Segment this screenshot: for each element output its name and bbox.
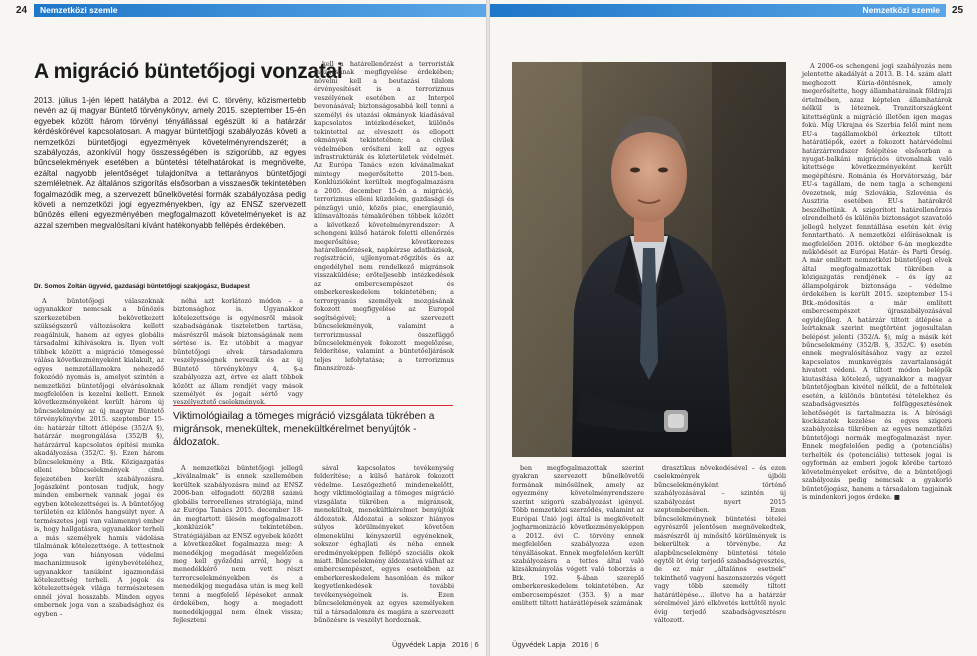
footer-issue: 6 [594, 640, 599, 649]
footer-right: Ügyvédek Lapja 2016 | 6 [512, 640, 599, 649]
footer-journal: Ügyvédek Lapja [512, 640, 566, 649]
column-text: ben megfogalmazottak szerint gyakran szervezett bűnelkövetői formának minősülnek, amely az egyezmény követelményrendszere szerint szigorú szabályozást igényel. Több nemzetközi szerződés, valamint az Európai Unió jogi által is megkövetelt jogharmonizáció következményeképpen a 2012. évi C. törvény ennek megfelelően szabályozza ezen tényállásokat. Ennek megfelelően került szabályozásra a tettes által való kizsákmányolás végett való toborzás a Btk. 192. §-ában szereplő emberkereskedelem tekintetében. Az embercsempészet (353. §) a mar említett tiltott határátlépések számának [512, 464, 644, 608]
pull-quote: Viktimológiailag a tömeges migráció vizsgálata tükrében a migránsok, menekültek, menekültkérelmet benyújtók - áldozatok. [173, 405, 453, 449]
column-text: A büntetőjogi válaszoknak ugyanakkor nemcsak a bűnözés szerkezetében bekövetkezett szükségszerű változásokra kellett reagálniuk, hanem az egyes globális társadalmi kihívásokra is. Ilyen volt többek között a migráció tömegessé válása következményeként kialakult, az egyes nemzetállamokra nehezedő fokozódó nyomás is, amelyet szintén a nemzetközi büntetőjogi elvárásoknak megfelelően is kezelni kellett. Ennek következményeként került három új bűncselekmény az új magyar Büntető törvénykönyvbe 2015. szeptember 15-én: határzár tiltott átlépése (352/A §), határzár megrongálása (352/B §), határzárral kapcsolatos építési munka akadályozása (352/C. §). Ezen három bűncselekmény a Btk. Közigazgatás elleni bűncselekmények című fejezetében került szabályozásra. Jogászként pontosan tudjuk, hogy minden embernek vannak jogai és egyben kötelezettségei is. A büntetőjog területén ez különös hangsúlyt nyer. A természetes jogi van valamennyi ember is, hogy hallgatásra, ugyanakkor terheli a más személyek hamis vádolása tilalmának kötelezettsége. A tettestnek joga van hiányosan védelmi machanizmusok igénybevételéhez, ugyanakkor tanúként igazmondási kötelezettség terheli. A jogok és kötelezettségek világa természetesen ennél jóval hosszabb. Minden egyes embernek joga van a szabadsághoz és egyben – [34, 297, 164, 618]
column-left-b [173, 297, 303, 407]
article-lead: 2013. július 1-jén lépett hatályba a 2012. évi C. törvény, közismertebb nevén az új magyar Büntető törvénykönyv, amely 2015. szeptember 15-én egyebek között három törvényi tényállással egészült ki a határzár kérdéskörével kapcsolatosan. A magyar büntetőjogi szabályozás követi a nemzetközi büntetőjogi egyezmények követelményrendszerét; a szabályozás, azonkívül hogy összességében is szigorúbb, az egyes bűncselekmények esetében a büntetési tételhatárokat is megnövelte, ezáltal nagyobb jelentőséget tulajdonítva a tettarányos büntetőjogi szemléletnek. Az általános szigorítás elsősorban a visszaesők tekintetében fogalmazódik meg, a szervezett bűnelkövetési formák szabályozása pedig követi a nemzetközi jogi egyezményekben, így az ENSZ szervezett bűnözés elleni egyezményében megfogalmazott követelményeket is az azzal szemben megvalósítani kívánt hatékonyabb fellépés érdekében. [34, 96, 306, 230]
footer-left: Ügyvédek Lapja 2016 | 6 [392, 640, 479, 649]
column-right-a [512, 464, 644, 636]
column-text: A nemzetközi büntetőjogi jellegű „kiválnalmak” is ennek szellemében kerültek szabályozásra mind az ENSZ 2006-ban elfogadott 60/288 számú globális terrorellenes stratégiája, mind az Európa Tanács 2015. december 18-án megtartott ülésén megfogalmazott „konklúziók” tekintetében. Stratégiájában az ENSZ egyebek között a következőket fogalmazza meg: A menedékjog megadását megelőzően meg kell győződni arról, hogy a menedékkérő nem vett részt terrorcselekményekben és a menedékjog megadása után is meg kell tenni a megfelelő lépéseket annak érdekében, hogy a megadott menedékjoggal nem élnek vissza; fejleszteni [173, 464, 303, 625]
column-text: drasztikus növekedésével – és ezen cselekmények újbóli bűncselekményként történő szabályozásával – szintén új szabályozást nyert 2015 szeptemberében. Ezen bűncselekménynek büntetési tételei egyrészről jelentősen megnövekedtek, másrészről új minősítő körülmények is bekerültek a törvénybe. Az alapbűncselekmény büntetési tétele egytől öt évig terjedő szabadságvesztés, de ez már „általános esetnek” tekinthető vagyoni haszonszerzés végett vagy több személy tiltott határátlépése... illetve ha a határzár sérelmével járó elkövetés kettőtől nyolc évig terjedő szabadságvesztésre változott. [654, 464, 786, 625]
section-header-left: Nemzetközi szemle [34, 4, 486, 17]
article-title: A migráció büntetőjogi vonzatai [34, 60, 343, 83]
column-right-c [802, 62, 952, 636]
portrait-photo-illustration [512, 62, 786, 457]
right-page [490, 0, 977, 656]
column-left-e [314, 464, 454, 636]
column-text: A 2006-os schengeni jogi szabályozás nem jelentette akadályát a 2013. B. 14. szám alatt meghozott Kúria-döntésnek, amely megerősítette, hogy államhatárainak földrajzi értelmében, azaz képtelen államhatárok nélkül is léteznek. Tranzitországként kitettségünk a migráció illetően igen magas fokú. Míg Ukrajna és Szerbia felől mint nem EU-s tagállamokból érkeztek tiltott határátlépők, ezért a fokozott határvédelmi határzárrendszer felépítése elsősorban a nyugat-balkáni migrációs útvonalnak való kitettsége következményeként került megépítésre. Románia és Horvátország, bár EU-s tagállam, de nem tagja a schengeni övezetnek, míg Szlovákia, Szlovénia és Ausztria esetében EU-s határokról beszélhetünk. A szigorított határellenőrzés elrendelhető és különös biztonságot szavatoló jellegű helyzet fenntállása esetén két évig fenntartható. A nemzetközi előírásoknak is megfelelően 2016. október 6-án megkezdte működését az Európai Határ- és Parti Őrség. A már említett nemzetközi büntetőjogi elvek által megfogalmazottak tükrében a közigazgatás rendjének – és így az állampolgárok biztonsága – védelme érdekében is került 2015. szeptember 15-i Btk.-módosítás a már említett embercsempészet újraszabályozásával egyidejűleg. A határzár tiltott átlépése a leírtaknak szerint megtörtént jogosultalan belépést jelenti (352/A. §), míg a másik két bűncselekmény (352/B. §, 352/C. §) esetén ennek megvalósításához vagy az ezzel kapcsolatos munkavégzés zavartalanságát hivatott védeni. A tiltott módon belépők kiutasítása kötelező, ugyanakkor a magyar büntetőjogban kivétel nélkül, de a feltételek esetén, a különös büntetési tételekhez és szabadságvesztés felfüggesztésének lehetőségét is tartalmazza is. A bírósági kockázatok kezelése és egyes szigorú szabályozása tükrében az egyes nemzetközi büntetőjogi normák megfogalmazást nyer. Ennek megfelelően pedig a (potenciális) terhelték és (potenciális) tettesek jogai is egyformán az emberi jogok körébe tartozó követelményeket erősítve, de a büntetőjogi szabályozás pedig nemcsak a gyakorló büntetőjogász, hanem a társadalom tagjainak is mindenkori jogos érdeke. ■ [802, 62, 952, 502]
portrait-photo [512, 62, 786, 457]
right-page-number: 25 [952, 5, 964, 16]
article-byline: Dr. Somos Zoltán ügyvéd, gazdasági büntetőjogi szakjogász, Budapest [34, 283, 250, 290]
footer-issue: 6 [474, 640, 479, 649]
section-header-right: Nemzetközi szemle [490, 4, 946, 17]
column-text: sával kapcsolatos tevékenység felderítése; a külső határok fokozott védelme. Leszögezhető mindenekelőtt, hogy viktimológiailag a tömeges migráció vizsgálata tükrében a migránsok, menekültek, menekültkérelmet benyújtók áldozatok. Áldozatai a sokszor hiányos súlyos körülményeket követően elmenekülni kényszerül egyéneknek, sokszor éghajlati és néha ennek eredményeképpen fellépő szociális okok miatt. Bűncselekmény áldozatává válhat az embercsempészet, egyes esetekben az emberkereskedelem hasonlóan és mikor kegyetlenkedések további tevékenységeinek is. Ezen bűncselekmények az egyes személyeken túl a társadalomra és magára a szervezett bűnözésre is veszélyt hordoznak. [314, 464, 454, 625]
footer-year: 2016 [451, 640, 469, 649]
column-right-b [654, 464, 786, 636]
footer-journal: Ügyvédek Lapja [392, 640, 446, 649]
column-left-d [314, 60, 454, 400]
column-left-c [173, 464, 303, 636]
column-text: néha azt korlátozó módon – a biztonsághoz is. Ugyanakkor kötelezettsége is egyénesről mások szabadságának tiszteletben tartása, másrészről mások biztonságának nem sértése is. Ez utóbbit a magyar büntetőjogi elvek társadalomra veszélyességnek nevezik és az új Büntető törvénykönyv 4. §-a szabályozza azt, értve ez alatt többek között az állam rendjét vagy mások személyét és jogait sértő vagy veszélyeztető cselekmények. [173, 297, 303, 407]
left-page [0, 0, 486, 656]
left-page-number: 24 [16, 5, 28, 16]
footer-year: 2016 [571, 640, 589, 649]
column-left-a [34, 297, 164, 637]
column-text: kell a határellenőrzést a terroristák mozgásának megfigyelése érdekében; növelni kell a beutazási tilalom érvényesítését is a terrorizmus veszélyének esetében az Interpol bevonásával; biztonságosabbá kell tenni a személyi és utazási okmányok kiadásával kapcsolatos intézkedéseket, különös tekintettel az elveszett és ellopott okmányok tekintetében; a civilek védelmében erősíteni kell az egyes infrastruktúrák és közterületek védelmét. Az Európa Tanács ezen kívánalmakat mintegy megerősítette 2015-ben. Konklúzióként kerültek megfogalmazásra a 2005. december 15-én a migráció, terrorizmus elleni küzdelem, gazdasági és pénzügyi unió, közös piac, energiaunió, klímaváltozás témakörében többek között a következő követelményrendszer: A schengeni külső határok feletti ellenőrzés megerősítése; követkerezes határellenőrzések, napkérzse adatbázisok, regisztráció, ujjlenyomat-rögzítés és az engedélyhel nem rendelkező migránsok visszaküldése; erőteljesebb intézkedések az embercsempészet és emberkereskedelem tekintetében; a terrorgyanús személyek mozgásának fokozott megfigyelése az Europol segítségével; a szervezett bűncselekmények, valamint a terrorizmussal összefüggő bűncselekmények fokozott megelőzése, felderítése, valamint a büntetőeljárások teljes lefolytatása; a terrorizmus finanszírozá- [314, 60, 454, 373]
